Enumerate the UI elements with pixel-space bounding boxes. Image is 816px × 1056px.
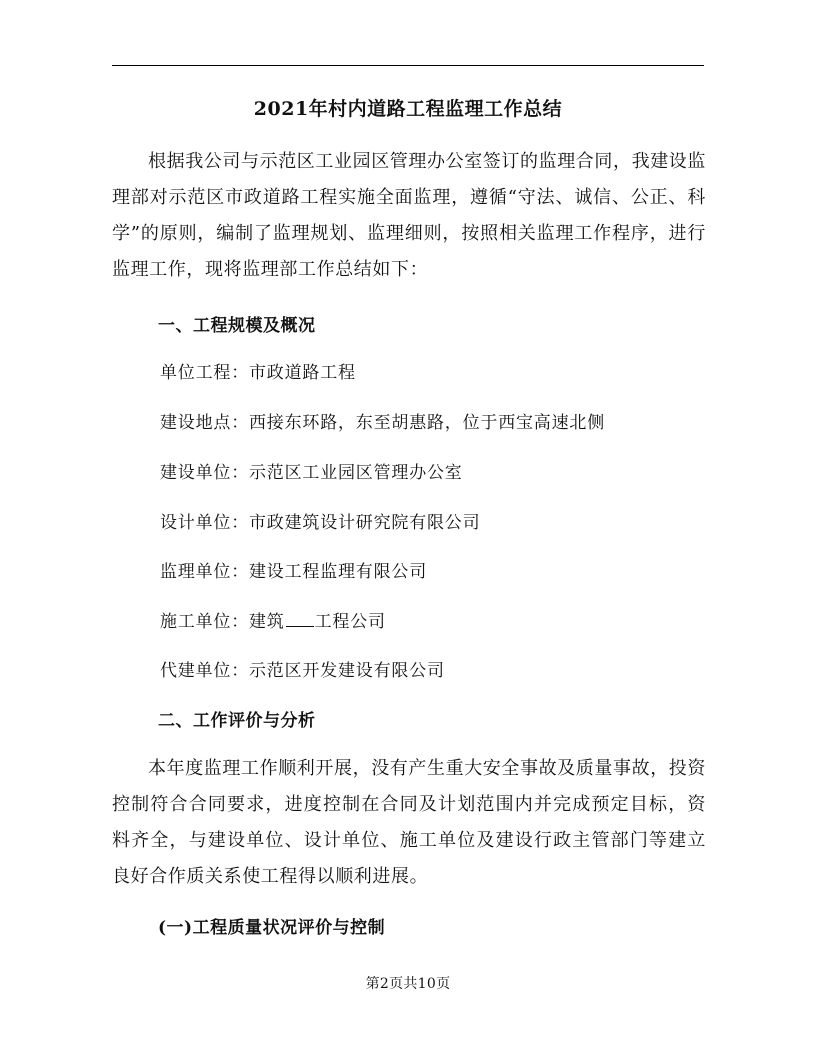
evaluation-paragraph: 本年度监理工作顺利开展，没有产生重大安全事故及质量事故，投资控制符合合同要求，进度控制在合同及计划范围内并完成预定目标，资料齐全，与建设单位、设计单位、施工单位及建设行政主管部门等建立良好合作质关系使工程得以顺利进展。 — [112, 758, 706, 887]
document-title: 2021年村内道路工程监理工作总结 — [253, 98, 563, 120]
contractor-prefix: 施工单位：建筑 — [160, 612, 285, 632]
info-contractor — [160, 607, 386, 632]
info-location: 建设地点：西接东环路，东至胡惠路，位于西宝高速北侧 — [160, 413, 605, 433]
contractor-suffix: 工程公司 — [314, 612, 386, 632]
info-unit-project: 单位工程：市政道路工程 — [160, 363, 356, 383]
info-designer: 设计单位：市政建筑设计研究院有限公司 — [160, 513, 481, 533]
info-owner: 建设单位：示范区工业园区管理办公室 — [160, 463, 463, 483]
subsection-quality-heading: (一)工程质量状况评价与控制 — [158, 918, 386, 938]
header-rule — [112, 65, 704, 66]
section-1-heading: 一、工程规模及概况 — [158, 316, 316, 336]
info-supervisor: 监理单位：建设工程监理有限公司 — [160, 562, 427, 582]
fill-in-blank — [286, 612, 314, 627]
intro-paragraph: 根据我公司与示范区工业园区管理办公室签订的监理合同，我建设监理部对示范区市政道路工程实施全面监理，遵循“守法、诚信、公正、科学”的原则，编制了监理规划、监理细则，按照相关监理工作程序，进行监理工作，现将监理部工作总结如下： — [112, 151, 706, 280]
section-2-heading: 二、工作评价与分析 — [158, 711, 316, 731]
page-footer: 第2页共10页 — [365, 976, 451, 992]
info-agent: 代建单位：示范区开发建设有限公司 — [160, 661, 445, 681]
